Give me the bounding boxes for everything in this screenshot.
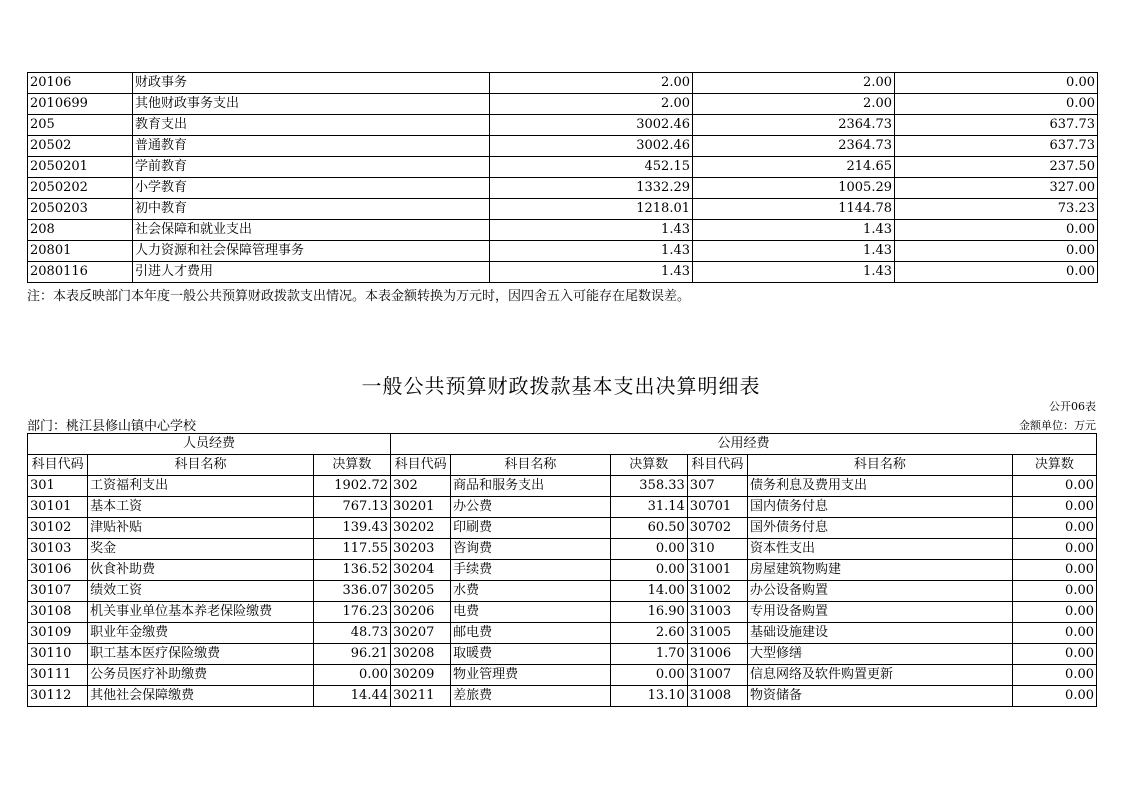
table-row	[28, 178, 1098, 199]
amount-cell: 327.00	[895, 178, 1098, 199]
table-row	[28, 157, 1098, 178]
code-cell: 30106	[28, 560, 88, 581]
amount-cell: 96.21	[313, 644, 390, 665]
subject-name-cell: 学前教育	[133, 157, 490, 178]
table-row	[28, 581, 1097, 602]
subject-code-cell: 20502	[28, 136, 133, 157]
code-cell: 31001	[687, 560, 747, 581]
subject-name-cell: 人力资源和社会保障管理事务	[133, 241, 490, 262]
code-cell: 30107	[28, 581, 88, 602]
table-note: 注：本表反映部门本年度一般公共预算财政拨款支出情况。本表金额转换为万元时，因四舍五入可能存在尾数误差。	[27, 289, 691, 304]
code-cell: 30108	[28, 602, 88, 623]
name-cell: 手续费	[451, 560, 610, 581]
header-amount: 决算数	[1012, 455, 1096, 476]
header-code: 科目代码	[687, 455, 747, 476]
amount-cell: 0.00	[610, 665, 687, 686]
amount-cell: 0.00	[1012, 539, 1096, 560]
page-title: 一般公共预算财政拨款基本支出决算明细表	[361, 374, 761, 398]
code-cell: 30102	[28, 518, 88, 539]
amount-cell: 1902.72	[313, 476, 390, 497]
subject-code-cell: 2050203	[28, 199, 133, 220]
amount-cell: 73.23	[895, 199, 1098, 220]
amount-cell: 3002.46	[490, 115, 693, 136]
group-public-header: 公用经费	[391, 434, 1097, 455]
code-cell: 30204	[391, 560, 451, 581]
code-cell: 30701	[687, 497, 747, 518]
table-row	[28, 136, 1098, 157]
amount-cell: 0.00	[610, 539, 687, 560]
code-cell: 31008	[687, 686, 747, 707]
code-cell: 30201	[391, 497, 451, 518]
name-cell: 大型修缮	[747, 644, 1012, 665]
table-row	[28, 476, 1097, 497]
code-cell: 31002	[687, 581, 747, 602]
code-cell: 31006	[687, 644, 747, 665]
table-row	[28, 497, 1097, 518]
subject-name-cell: 小学教育	[133, 178, 490, 199]
code-cell: 30205	[391, 581, 451, 602]
name-cell: 物资储备	[747, 686, 1012, 707]
code-cell: 30211	[391, 686, 451, 707]
name-cell: 公务员医疗补助缴费	[88, 665, 314, 686]
name-cell: 债务利息及费用支出	[747, 476, 1012, 497]
table-row	[28, 220, 1098, 241]
subject-code-cell: 208	[28, 220, 133, 241]
amount-cell: 1332.29	[490, 178, 693, 199]
amount-cell: 0.00	[1012, 497, 1096, 518]
amount-cell: 14.00	[610, 581, 687, 602]
amount-cell: 637.73	[895, 115, 1098, 136]
amount-cell: 3002.46	[490, 136, 693, 157]
amount-cell: 0.00	[313, 665, 390, 686]
subject-name-cell: 社会保障和就业支出	[133, 220, 490, 241]
subject-code-cell: 205	[28, 115, 133, 136]
amount-cell: 2364.73	[693, 136, 895, 157]
amount-cell: 637.73	[895, 136, 1098, 157]
amount-cell: 214.65	[693, 157, 895, 178]
amount-cell: 13.10	[610, 686, 687, 707]
code-cell: 31007	[687, 665, 747, 686]
amount-cell: 0.00	[1012, 665, 1096, 686]
amount-cell: 136.52	[313, 560, 390, 581]
code-cell: 31005	[687, 623, 747, 644]
amount-cell: 1144.78	[693, 199, 895, 220]
name-cell: 信息网络及软件购置更新	[747, 665, 1012, 686]
amount-cell: 16.90	[610, 602, 687, 623]
subject-code-cell: 20801	[28, 241, 133, 262]
amount-cell: 0.00	[1012, 686, 1096, 707]
table-row	[28, 262, 1098, 283]
top-expenditure-table	[27, 72, 1098, 283]
amount-cell: 176.23	[313, 602, 390, 623]
code-cell: 30207	[391, 623, 451, 644]
table-row	[28, 623, 1097, 644]
name-cell: 职业年金缴费	[88, 623, 314, 644]
amount-cell: 2364.73	[693, 115, 895, 136]
name-cell: 电费	[451, 602, 610, 623]
amount-cell: 0.00	[1012, 560, 1096, 581]
subject-name-cell: 引进人才费用	[133, 262, 490, 283]
name-cell: 邮电费	[451, 623, 610, 644]
name-cell: 工资福利支出	[88, 476, 314, 497]
name-cell: 基础设施建设	[747, 623, 1012, 644]
amount-cell: 2.00	[693, 73, 895, 94]
amount-cell: 117.55	[313, 539, 390, 560]
amount-cell: 0.00	[1012, 602, 1096, 623]
name-cell: 国内债务付息	[747, 497, 1012, 518]
table-row	[28, 644, 1097, 665]
amount-cell: 2.00	[490, 94, 693, 115]
amount-cell: 1.43	[490, 241, 693, 262]
amount-cell: 14.44	[313, 686, 390, 707]
amount-cell: 0.00	[1012, 518, 1096, 539]
name-cell: 其他社会保障缴费	[88, 686, 314, 707]
amount-cell: 0.00	[895, 220, 1098, 241]
amount-cell: 48.73	[313, 623, 390, 644]
subject-name-cell: 普通教育	[133, 136, 490, 157]
code-cell: 307	[687, 476, 747, 497]
name-cell: 津贴补贴	[88, 518, 314, 539]
name-cell: 差旅费	[451, 686, 610, 707]
table-row	[28, 518, 1097, 539]
amount-cell: 2.00	[693, 94, 895, 115]
amount-cell: 1.70	[610, 644, 687, 665]
name-cell: 房屋建筑物购建	[747, 560, 1012, 581]
subject-name-cell: 教育支出	[133, 115, 490, 136]
code-cell: 302	[391, 476, 451, 497]
amount-cell: 1.43	[693, 241, 895, 262]
table-row	[28, 73, 1098, 94]
code-cell: 301	[28, 476, 88, 497]
amount-cell: 1.43	[490, 220, 693, 241]
code-cell: 31003	[687, 602, 747, 623]
amount-cell: 1.43	[490, 262, 693, 283]
amount-cell: 0.00	[1012, 644, 1096, 665]
table-row	[28, 665, 1097, 686]
header-code: 科目代码	[391, 455, 451, 476]
name-cell: 商品和服务支出	[451, 476, 610, 497]
amount-cell: 139.43	[313, 518, 390, 539]
amount-cell: 1218.01	[490, 199, 693, 220]
name-cell: 办公费	[451, 497, 610, 518]
table-row	[28, 115, 1098, 136]
amount-cell: 0.00	[895, 241, 1098, 262]
name-cell: 印刷费	[451, 518, 610, 539]
subject-name-cell: 财政事务	[133, 73, 490, 94]
table-row	[28, 94, 1098, 115]
name-cell: 奖金	[88, 539, 314, 560]
name-cell: 专用设备购置	[747, 602, 1012, 623]
table-row	[28, 199, 1098, 220]
amount-cell: 336.07	[313, 581, 390, 602]
amount-cell: 60.50	[610, 518, 687, 539]
code-cell: 30109	[28, 623, 88, 644]
table-row	[28, 686, 1097, 707]
code-cell: 30110	[28, 644, 88, 665]
name-cell: 职工基本医疗保险缴费	[88, 644, 314, 665]
subject-name-cell: 初中教育	[133, 199, 490, 220]
subject-code-cell: 2050201	[28, 157, 133, 178]
code-cell: 30203	[391, 539, 451, 560]
amount-cell: 358.33	[610, 476, 687, 497]
subject-name-cell: 其他财政事务支出	[133, 94, 490, 115]
name-cell: 物业管理费	[451, 665, 610, 686]
header-name: 科目名称	[747, 455, 1012, 476]
name-cell: 机关事业单位基本养老保险缴费	[88, 602, 314, 623]
code-cell: 30111	[28, 665, 88, 686]
code-cell: 30101	[28, 497, 88, 518]
amount-cell: 2.60	[610, 623, 687, 644]
name-cell: 伙食补助费	[88, 560, 314, 581]
amount-cell: 767.13	[313, 497, 390, 518]
header-name: 科目名称	[88, 455, 314, 476]
name-cell: 绩效工资	[88, 581, 314, 602]
code-cell: 30103	[28, 539, 88, 560]
table-row	[28, 602, 1097, 623]
amount-cell: 1.43	[693, 262, 895, 283]
amount-cell: 1.43	[693, 220, 895, 241]
subject-code-cell: 2080116	[28, 262, 133, 283]
amount-cell: 0.00	[895, 73, 1098, 94]
name-cell: 咨询费	[451, 539, 610, 560]
table-row	[28, 560, 1097, 581]
unit-label: 金额单位：万元	[1019, 419, 1096, 432]
amount-cell: 0.00	[895, 94, 1098, 115]
code-cell: 30208	[391, 644, 451, 665]
amount-cell: 2.00	[490, 73, 693, 94]
amount-cell: 237.50	[895, 157, 1098, 178]
basic-expenditure-detail-table	[27, 433, 1097, 707]
name-cell: 取暖费	[451, 644, 610, 665]
header-name: 科目名称	[451, 455, 610, 476]
name-cell: 水费	[451, 581, 610, 602]
code-cell: 30209	[391, 665, 451, 686]
code-cell: 30702	[687, 518, 747, 539]
form-code: 公开06表	[1049, 400, 1096, 413]
amount-cell: 452.15	[490, 157, 693, 178]
header-amount: 决算数	[313, 455, 390, 476]
group-personnel-header: 人员经费	[28, 434, 391, 455]
amount-cell: 0.00	[1012, 476, 1096, 497]
code-cell: 30206	[391, 602, 451, 623]
amount-cell: 0.00	[895, 262, 1098, 283]
subject-code-cell: 2050202	[28, 178, 133, 199]
group-header-row	[28, 434, 1097, 455]
name-cell: 国外债务付息	[747, 518, 1012, 539]
department-label: 部门：桃江县修山镇中心学校	[27, 419, 197, 434]
table-row	[28, 539, 1097, 560]
amount-cell: 0.00	[1012, 581, 1096, 602]
name-cell: 资本性支出	[747, 539, 1012, 560]
amount-cell: 0.00	[1012, 623, 1096, 644]
subject-code-cell: 20106	[28, 73, 133, 94]
amount-cell: 31.14	[610, 497, 687, 518]
name-cell: 办公设备购置	[747, 581, 1012, 602]
table-row	[28, 241, 1098, 262]
header-code: 科目代码	[28, 455, 88, 476]
code-cell: 30112	[28, 686, 88, 707]
amount-cell: 1005.29	[693, 178, 895, 199]
subject-code-cell: 2010699	[28, 94, 133, 115]
code-cell: 30202	[391, 518, 451, 539]
column-header-row	[28, 455, 1097, 476]
header-amount: 决算数	[610, 455, 687, 476]
code-cell: 310	[687, 539, 747, 560]
amount-cell: 0.00	[610, 560, 687, 581]
name-cell: 基本工资	[88, 497, 314, 518]
